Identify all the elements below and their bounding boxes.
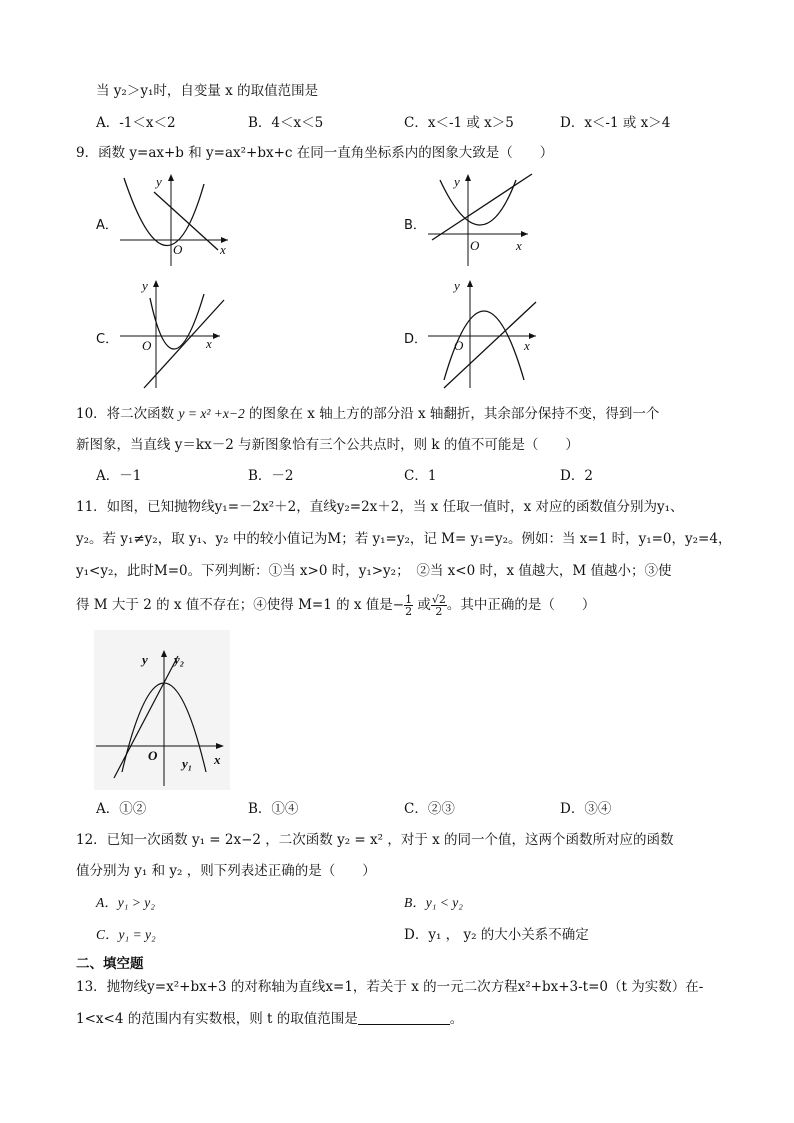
q8-option-d: D．x＜-1 或 x＞4 [560,115,671,131]
origin-label: O [173,242,183,257]
x-label: x [206,336,212,351]
section-heading-fill-in: 二、填空题 [76,956,144,972]
q10-option-c: C．1 [404,468,437,484]
x-arrow [213,333,220,339]
origin-label: O [148,748,158,763]
q11-figure [94,630,230,790]
q8-stem: 当 y₂＞y₁时，自变量 x 的取值范围是 [96,83,319,99]
q9-graph-b [424,170,544,270]
q10-option-a: A．－1 [96,468,142,484]
y2-label: y₂ [174,652,185,667]
q9-label-a: A． [96,218,118,233]
q11-line4: 得 M 大于 2 的 x 值不存在；④使得 M=1 的 x 值是− $\frac{1}{2}$ 或 $\frac{√2}{2}$ 。其中正确的是（ ） [76,593,596,618]
x-label: x [214,752,221,767]
figure-background [94,630,230,790]
q12-option-b: B．y₁ < y₂ [404,895,463,910]
q9-graph-c [116,276,236,392]
q8-option-a: A．-1＜x＜2 [96,115,176,131]
q13-line2: 1<x<4 的范围内有实数根，则 t 的取值范围是 。 [76,1011,464,1027]
x-label: x [524,338,530,353]
q10-option-b: B．－2 [248,468,294,484]
q12-option-c: C．y₁ = y₂ [96,927,156,942]
x-label: x [220,242,226,257]
q12-line1: 12．已知一次函数 y₁ = 2x−2 ，二次函数 y₂ = x² ，对于 x 的同一个值，这两个函数所对应的函数 [76,832,674,848]
q9-label-d: D． [404,332,428,347]
x-arrow [521,231,528,237]
q11-option-a: A．①② [96,801,147,817]
y-arrow [168,174,174,181]
y-label: y [142,652,148,667]
q10-formula: y = x² +x−2 [178,406,245,421]
y-label: y [156,174,162,189]
fraction-sqrt2-half: $\frac{√2}{2}$ [431,593,446,618]
q9-stem: 9．函数 y=ax+b 和 y=ax²+bx+c 在同一直角坐标系内的图象大致是（ ） [76,145,554,161]
y1-label: y₁ [182,756,193,771]
parabola [124,178,204,246]
q8-option-b: B．4＜x＜5 [248,115,324,131]
q9-label-c: C． [96,332,119,347]
x-arrow [529,333,536,339]
q9-label-b: B． [404,218,426,233]
fraction-one-half: $\frac{1}{2}$ [405,593,413,618]
q9-graph-d [424,276,544,392]
line [432,174,532,240]
q10-line2: 新图象，当直线 y＝kx－2 与新图象恰有三个公共点时，则 k 的值不可能是（ ） [76,437,579,453]
y-label: y [454,174,460,189]
parabola [440,180,516,225]
q11-line2: y₂。若 y₁≠y₂，取 y₁、y₂ 中的较小值记为M；若 y₁=y₂，记 M= y₁=y₂。例如：当 x=1 时，y₁=0，y₂=4， [76,531,732,547]
y-arrow [467,280,473,287]
q12-option-d: D．y₁ ， y₂ 的大小关系不确定 [404,927,589,943]
origin-label: O [454,338,464,353]
origin-label: O [470,238,480,253]
x-label: x [516,238,522,253]
y-label: y [142,278,148,293]
origin-label: O [142,338,152,353]
q9-graph-a [116,170,236,270]
q10-option-d: D．2 [560,468,593,484]
q8-option-c: C．x＜-1 或 x＞5 [404,115,514,131]
q13-line1: 13．抛物线y=x²+bx+3 的对称轴为直线x=1，若关于 x 的一元二次方程x²+bx+3-t=0（t 为实数）在- [76,979,704,995]
q11-option-d: D．③④ [560,801,612,817]
line [154,192,218,250]
q12-option-a: A．y₁ > y₂ [96,895,155,910]
parabola [150,294,204,349]
answer-blank[interactable] [358,1010,450,1025]
q12-line2: 值分别为 y₁ 和 y₂ ，则下列表述正确的是（ ） [76,863,376,879]
y-label: y [454,278,460,293]
q11-line3: y₁<y₂，此时M=0。下列判断：①当 x>0 时，y₁>y₂； ②当 x<0 时，x 值越大，M 值越小；③使 [76,563,672,579]
y-arrow [465,174,471,181]
q11-option-b: B．①④ [248,801,299,817]
q11-line1: 11．如图，已知抛物线y₁=－2x²＋2，直线y₂=2x＋2，当 x 任取一值时，x 对应的函数值分别为y₁、 [76,499,684,515]
q11-option-c: C．②③ [404,801,455,817]
q10-line1: 10．将二次函数 y = x² +x−2 的图象在 x 轴上方的部分沿 x 轴翻折，其余部分保持不变，得到一个 [76,406,660,422]
y-arrow [153,280,159,287]
